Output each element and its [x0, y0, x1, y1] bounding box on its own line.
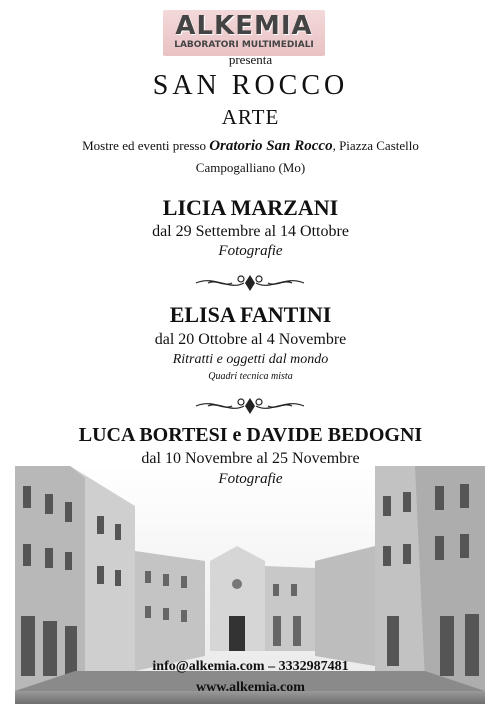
intro-location: Oratorio San Rocco	[209, 138, 333, 154]
intro-town: Campogalliano (Mo)	[195, 160, 306, 175]
intro-line	[0, 138, 501, 155]
intro-after: , Piazza Castello	[332, 138, 419, 153]
poster-title: SAN ROCCO	[152, 70, 349, 101]
event-2-artist: ELISA FANTINI	[169, 302, 332, 327]
event-2-subject: Ritratti e oggetti dal mondo	[172, 352, 329, 367]
event-1-subject: Fotografie	[218, 243, 283, 259]
logo-name: ALKEMIA	[175, 11, 313, 41]
poster-subtitle: ARTE	[221, 105, 280, 129]
website-link[interactable]: www.alkemia.com	[196, 680, 305, 695]
event-2-detail: Quadri tecnica mista	[208, 371, 293, 382]
ornament-divider-icon	[194, 396, 306, 416]
event-3-dates: dal 10 Novembre al 25 Novembre	[141, 450, 360, 467]
ornament-divider-icon	[194, 273, 306, 293]
event-3-artist: LUCA BORTESI e DAVIDE BEDOGNI	[78, 424, 423, 446]
logo-subtitle: LABORATORI MULTIMEDIALI	[174, 40, 314, 50]
intro-before: Mostre ed eventi presso	[82, 138, 210, 153]
contact-line[interactable]: info@alkemia.com – 3332987481	[152, 659, 349, 674]
presenta-text: presenta	[228, 52, 273, 67]
event-1-dates: dal 29 Settembre al 14 Ottobre	[152, 223, 349, 240]
event-1-artist: LICIA MARZANI	[162, 195, 339, 220]
logo	[163, 10, 325, 56]
event-2-dates: dal 20 Ottobre al 4 Novembre	[154, 331, 347, 348]
event-3-subject: Fotografie	[218, 471, 283, 487]
